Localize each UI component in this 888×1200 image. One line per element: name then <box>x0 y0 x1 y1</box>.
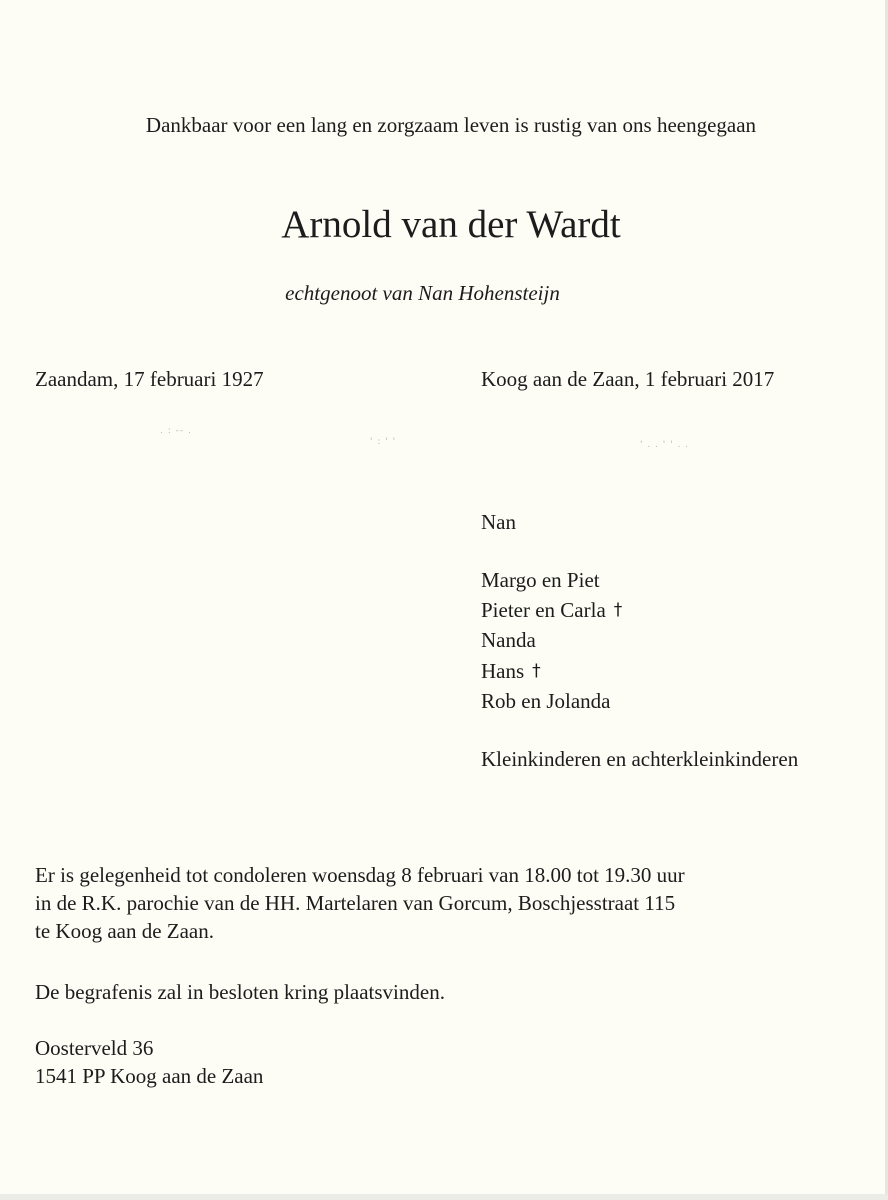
mourner-line <box>481 568 600 593</box>
funeral-notice: De begrafenis zal in besloten kring plaatsvinden. <box>35 980 445 1004</box>
birth-place-date: Zaandam, 17 februari 1927 <box>35 367 264 391</box>
mourner-line <box>481 628 536 653</box>
paper-speck: . : -- . <box>160 426 192 436</box>
paper-edge-bottom <box>0 1194 888 1200</box>
address-street: Oosterveld 36 <box>35 1036 154 1060</box>
mourner-line <box>481 598 622 623</box>
intro-line: Dankbaar voor een lang en zorgzaam leven is rustig van ons heengegaan <box>145 113 757 137</box>
address-block <box>35 1034 263 1090</box>
condolence-paragraph <box>35 861 685 945</box>
mourner-name: Nanda <box>481 628 536 652</box>
mourner-name: Margo en Piet <box>481 568 600 592</box>
cross-icon: † <box>613 600 623 620</box>
death-place-date: Koog aan de Zaan, 1 februari 2017 <box>481 367 775 391</box>
paper-speck: ' : ' ' <box>370 437 397 447</box>
mourner-line <box>481 659 541 684</box>
mourner-line <box>481 689 610 714</box>
mourner-line <box>481 747 798 772</box>
condolence-line: Er is gelegenheid tot condoleren woensdag 8 februari van 18.00 tot 19.30 uur <box>35 863 685 887</box>
mourner-name: Rob en Jolanda <box>481 689 611 713</box>
spouse-line: echtgenoot van Nan Hohensteijn <box>285 281 560 305</box>
condolence-line: te Koog aan de Zaan. <box>35 919 215 943</box>
mourner-name: Hans <box>481 659 525 683</box>
mourner-line <box>481 510 516 535</box>
deceased-name: Arnold van der Wardt <box>281 203 621 246</box>
mourner-name: Pieter en Carla <box>481 598 606 622</box>
address-city: 1541 PP Koog aan de Zaan <box>35 1064 264 1088</box>
cross-icon: † <box>532 661 541 681</box>
mourner-name: Nan <box>481 510 516 534</box>
mourner-name: Kleinkinderen en achterkleinkinderen <box>481 747 799 771</box>
paper-speck: ' . . ' ' . . <box>640 440 690 450</box>
condolence-line: in de R.K. parochie van de HH. Martelaren van Gorcum, Boschjesstraat 115 <box>35 891 676 915</box>
